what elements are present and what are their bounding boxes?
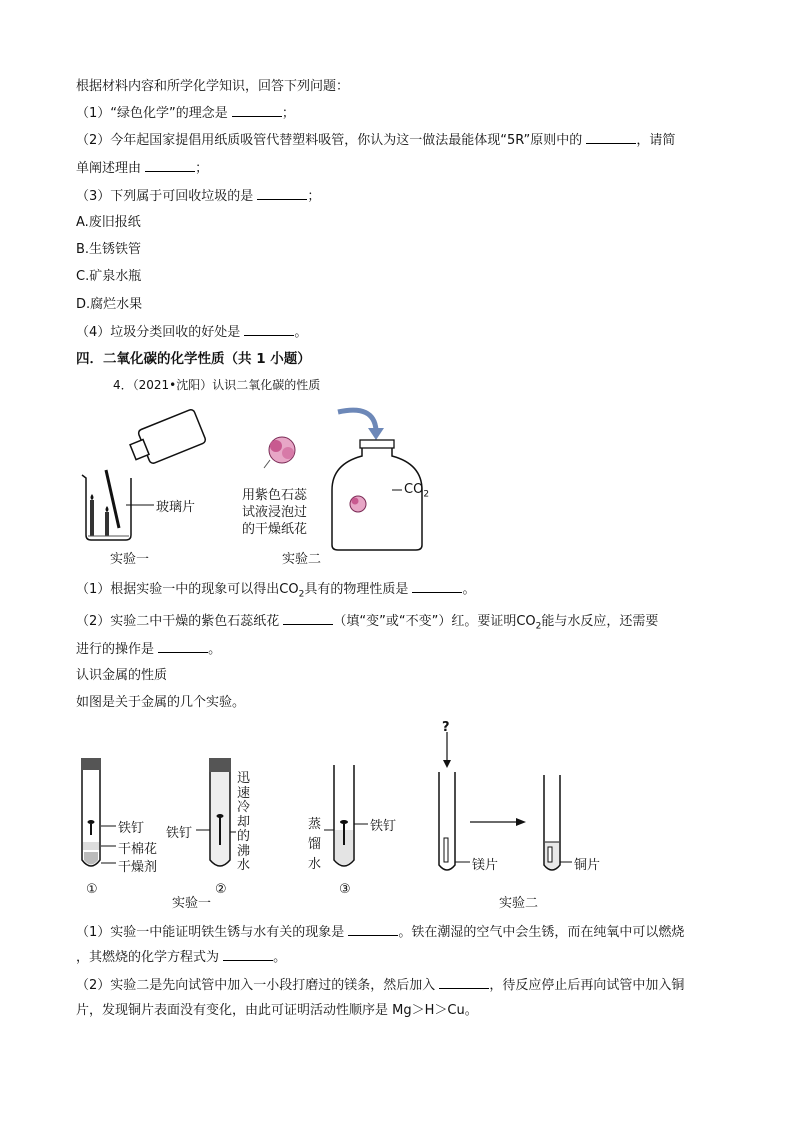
metal-experiment-drawing (76, 720, 636, 915)
metal-experiment-figure (76, 720, 636, 915)
co2-gas-bottle (126, 409, 206, 469)
boiled-water-label (237, 772, 251, 874)
option-a: A.废旧报纸 (76, 215, 141, 230)
section-heading: 四．二氧化碳的化学性质（共 1 小题） (76, 351, 311, 367)
answer-blank-3[interactable] (257, 187, 307, 200)
co2-q1-suffix: 。 (462, 582, 476, 597)
nail-label-1: 铁钉 (118, 821, 145, 836)
intro-text: 根据材料内容和所学化学知识，回答下列问题： (76, 79, 350, 94)
question-mark: ? (442, 720, 450, 735)
q2b-suffix: ； (195, 161, 209, 176)
q3-suffix: ； (307, 189, 321, 204)
metal-question-1 (76, 923, 684, 942)
arrow-icon (338, 410, 384, 440)
co2-q1-sub: 2 (298, 589, 305, 600)
co2-q2b-prefix: 进行的操作是 (76, 642, 159, 657)
test-tube-3 (324, 765, 368, 866)
tube-number-3: ③ (339, 882, 351, 897)
q4-suffix: 。 (294, 325, 308, 340)
metal-question-2 (76, 976, 684, 995)
metal-q1b-suffix: 。 (273, 950, 287, 965)
co2-q1-middle: 具有的物理性质是 (304, 582, 413, 597)
boiled-water-char: 水 (237, 858, 251, 873)
question-3 (76, 187, 320, 206)
q2-suffix: ，请简 (636, 133, 676, 148)
boiled-water-char: 却 (237, 814, 251, 830)
co2-label-text: CO (404, 482, 424, 497)
co2-answer-blank-3[interactable] (158, 640, 208, 653)
co2-label (404, 482, 429, 500)
co2-q2-sub: 2 (535, 621, 542, 632)
co2-answer-blank-2[interactable] (283, 612, 333, 625)
co2-answer-blank-1[interactable] (412, 580, 462, 593)
answer-blank-2[interactable] (586, 131, 636, 144)
cu-strip-label: 铜片 (574, 858, 601, 873)
nail-label-2: 铁钉 (166, 826, 193, 841)
metal-experiment-1-caption: 实验一 (172, 896, 212, 911)
boiled-water-char: 沸 (237, 843, 251, 859)
option-d: D.腐烂水果 (76, 297, 143, 312)
test-tube-2 (196, 758, 236, 866)
q1-suffix: ； (281, 106, 295, 121)
co2-experiment-figure (76, 400, 456, 570)
problem-title: 4．（2021•沈阳）认识二氧化碳的性质 (113, 378, 321, 392)
question-2 (76, 131, 675, 150)
flower-label-line-1: 用紫色石蕊 (242, 488, 308, 503)
q4-prefix: （4）垃圾分类回收的好处是 (76, 325, 245, 340)
test-tube-mg (439, 732, 470, 870)
metal-q2-suffix: ，待反应停止后再向试管中加入铜 (489, 978, 685, 993)
distilled-char: 水 (308, 857, 322, 872)
metal-q1-suffix: 。铁在潮湿的空气中会生锈，而在纯氧中可以燃烧 (398, 925, 685, 940)
experiment-2-caption: 实验二 (282, 552, 322, 567)
question-1 (76, 104, 295, 123)
mg-strip-label: 镁片 (472, 858, 499, 873)
question-2-continued (76, 159, 208, 178)
answer-blank-2b[interactable] (145, 159, 195, 172)
option-b: B.生锈铁管 (76, 242, 142, 257)
nail-label-3: 铁钉 (370, 819, 397, 834)
q3-prefix: （3）下列属于可回收垃圾的是 (76, 189, 258, 204)
answer-blank-4[interactable] (244, 323, 294, 336)
test-tube-1 (81, 758, 116, 866)
q1-prefix: （1）“绿色化学”的理念是 (76, 106, 232, 121)
cotton-label: 干棉花 (118, 842, 158, 857)
test-tube-cu (544, 775, 572, 870)
co2-q2b-suffix: 。 (208, 642, 222, 657)
metal-q1-prefix: （1）实验一中能证明铁生锈与水有关的现象是 (76, 925, 349, 940)
q2b-prefix: 单阐述理由 (76, 161, 146, 176)
metal-question-2-continued: 片，发现铜片表面没有变化，由此可证明活动性顺序是 Mg＞H＞Cu。 (76, 1003, 478, 1018)
co2-q1-prefix: （1）根据实验一中的现象可以得出CO (76, 582, 299, 597)
co2-label-sub: 2 (423, 489, 430, 500)
co2-question-1 (76, 580, 475, 604)
co2-q2-suffix: 能与水反应，还需要 (541, 614, 659, 629)
question-4 (76, 323, 307, 342)
tube-number-1: ① (86, 882, 98, 897)
glass-plate-label: 玻璃片 (156, 500, 196, 515)
option-c: C.矿泉水瓶 (76, 269, 142, 284)
metal-experiment-2-caption: 实验二 (499, 896, 539, 911)
reaction-arrow (470, 818, 526, 826)
co2-q2-middle: （填“变”或“不变”）红。要证明CO (333, 614, 536, 629)
flower-label-line-2: 试液浸泡过 (242, 505, 308, 520)
co2-question-2-continued (76, 640, 221, 659)
boiled-water-char: 的 (237, 829, 251, 844)
beaker-with-candles (82, 475, 131, 540)
distilled-char: 蒸 (308, 817, 322, 832)
tube-number-2: ② (215, 882, 227, 897)
metal-answer-blank-1[interactable] (348, 923, 398, 936)
answer-blank-1[interactable] (232, 104, 282, 117)
metal-title: 认识金属的性质 (76, 668, 168, 683)
paper-flower (264, 437, 295, 468)
distilled-char: 馏 (308, 837, 322, 852)
metal-question-1-continued (76, 948, 286, 967)
boiled-water-char: 速 (237, 785, 251, 801)
experiment-1-caption: 实验一 (110, 552, 150, 567)
q2-prefix: （2）今年起国家提倡用纸质吸管代替塑料吸管，你认为这一做法最能体现“5R”原则中的 (76, 133, 587, 148)
boiled-water-char: 冷 (237, 800, 251, 815)
metal-answer-blank-2[interactable] (223, 948, 273, 961)
metal-answer-blank-3[interactable] (439, 976, 489, 989)
desiccant-label: 干燥剂 (118, 860, 158, 875)
metal-intro: 如图是关于金属的几个实验。 (76, 695, 246, 710)
co2-q2-prefix: （2）实验二中干燥的紫色石蕊纸花 (76, 614, 284, 629)
boiled-water-char: 迅 (237, 771, 251, 786)
flower-label-line-3: 的干燥纸花 (242, 522, 308, 537)
co2-question-2 (76, 612, 658, 636)
glass-plate (106, 470, 154, 528)
distilled-water-label (308, 815, 322, 875)
metal-q2-prefix: （2）实验二是先向试管中加入一小段打磨过的镁条，然后加入 (76, 978, 440, 993)
metal-q1b-prefix: ，其燃烧的化学方程式为 (76, 950, 224, 965)
